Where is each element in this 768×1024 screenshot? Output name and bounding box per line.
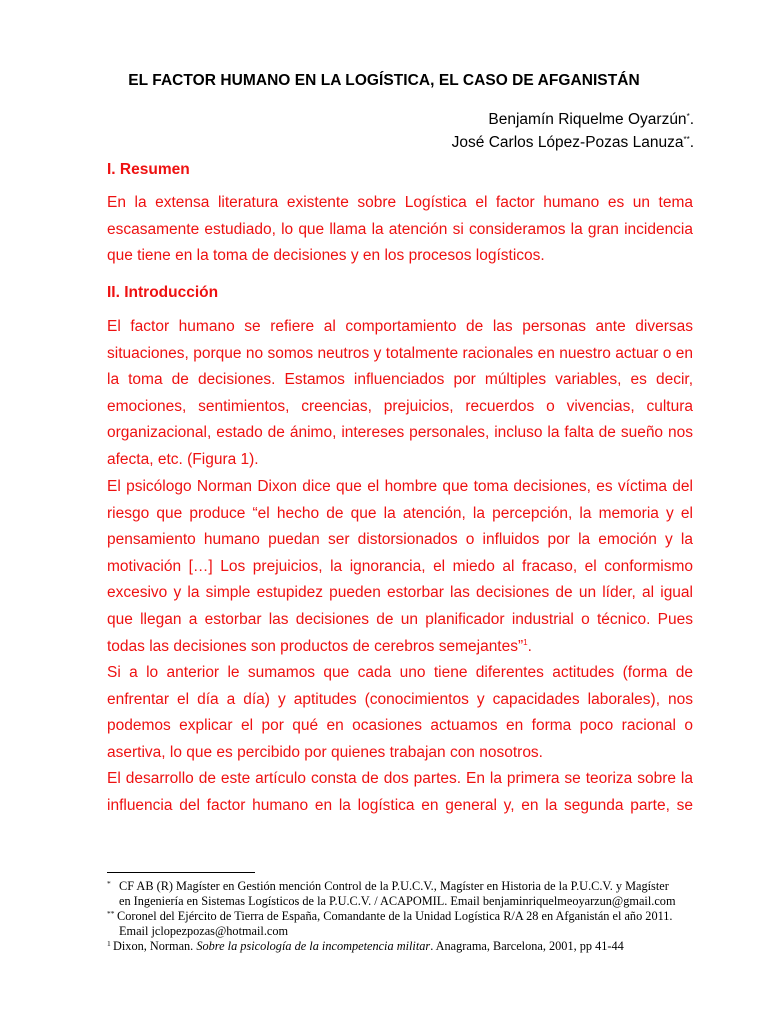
- author-suffix: .: [689, 134, 694, 151]
- author-name: Benjamín Riquelme Oyarzún: [488, 111, 687, 128]
- paragraph-end: .: [527, 637, 532, 655]
- paragraph: El desarrollo de este artículo consta de dos partes. En la primera se teoriza sobre la influencia del factor humano en la logística en general y, en la segunda parte, se: [107, 770, 693, 814]
- footnote-line: [107, 876, 697, 894]
- paragraph: El factor humano se refiere al comportamiento de las personas ante diversas situaciones, porque no somos neutros y totalmente racionales en nuestro actuar o en la toma de decisiones. Estamos influenciados por múltiples variables, es decir, emociones, sentimientos, creencias, prejuicios, recuerdos o vivencias, cultura organizacional, estado de ánimo, intereses personales, incluso la falta de sueño nos afecta, etc. (Figura 1).: [107, 318, 693, 468]
- footnote-mark: *: [107, 879, 111, 888]
- author-line: [452, 130, 694, 153]
- footnote-mark: **: [107, 909, 115, 918]
- footnote-line: Email jclopezpozas@hotmail.com: [119, 924, 289, 939]
- section-heading-introduccion: II. Introducción: [107, 284, 219, 301]
- footnote-reference: 1: [523, 637, 528, 647]
- footnote-text: CF AB (R) Magíster en Gestión mención Control de la P.U.C.V., Magíster en Historia de la P.U.C.V. y Magíster: [119, 879, 669, 893]
- author-footnote-mark: *: [686, 112, 690, 121]
- footnote-book-title: Sobre la psicología de la incompetencia militar: [196, 939, 431, 953]
- author-suffix: .: [689, 111, 694, 128]
- author-name: José Carlos López-Pozas Lanuza: [451, 134, 684, 151]
- footnote: [107, 906, 697, 939]
- footnote-line: [107, 906, 697, 924]
- section-heading-resumen: I. Resumen: [107, 161, 190, 178]
- footnote-line: en Ingeniería en Sistemas Logísticos de la P.U.C.V. / ACAPOMIL. Email benjaminriquelmeoyarzun@gmail.com: [119, 894, 676, 909]
- paragraph: En la extensa literatura existente sobre Logística el factor humano es un tema escasamente estudiado, lo que llama la atención si consideramos la gran incidencia que tiene en la toma de decisiones y en los procesos logísticos.: [107, 194, 693, 265]
- footnote: [107, 876, 697, 909]
- author-line: [452, 107, 694, 130]
- paragraph: [107, 474, 693, 660]
- paragraph-text: El psicólogo Norman Dixon dice que el hombre que toma decisiones, es víctima del riesgo que produce “el hecho de que la atención, la percepción, la memoria y el pensamiento humano puedan ser distorsionados o influidos por la emoción y la motivación […] Los prejuicios, la ignorancia, el miedo al fracaso, el conformismo excesivo y la simple estupidez pueden estorbar las decisiones de un líder, al igual que llegan a estorbar las decisiones de un planificador industrial o técnico. Pues todas las decisiones son productos de cerebros semejantes”: [107, 478, 693, 655]
- footnote-text: Coronel del Ejército de Tierra de España, Comandante de la Unidad Logística R/A 28 en Afganistán el año 2011.: [117, 909, 673, 923]
- author-block: [452, 107, 694, 153]
- footnote-mark: 1: [107, 939, 111, 948]
- footnote-line: [107, 936, 697, 954]
- footnote-author: Dixon, Norman.: [113, 939, 197, 953]
- footnote-separator: [107, 872, 255, 873]
- footnote: [107, 936, 697, 954]
- footnote-text: . Anagrama, Barcelona, 2001, pp 41-44: [430, 939, 624, 953]
- document-title: EL FACTOR HUMANO EN LA LOGÍSTICA, EL CASO DE AFGANISTÁN: [128, 72, 640, 89]
- author-footnote-mark: **: [683, 135, 690, 144]
- paragraph: Si a lo anterior le sumamos que cada uno tiene diferentes actitudes (forma de enfrentar el día a día) y aptitudes (conocimientos y capacidades laborales), nos podemos explicar el por qué en ocasiones actuamos en forma poco racional o asertiva, lo que es percibido por quienes trabajan con nosotros.: [107, 664, 693, 761]
